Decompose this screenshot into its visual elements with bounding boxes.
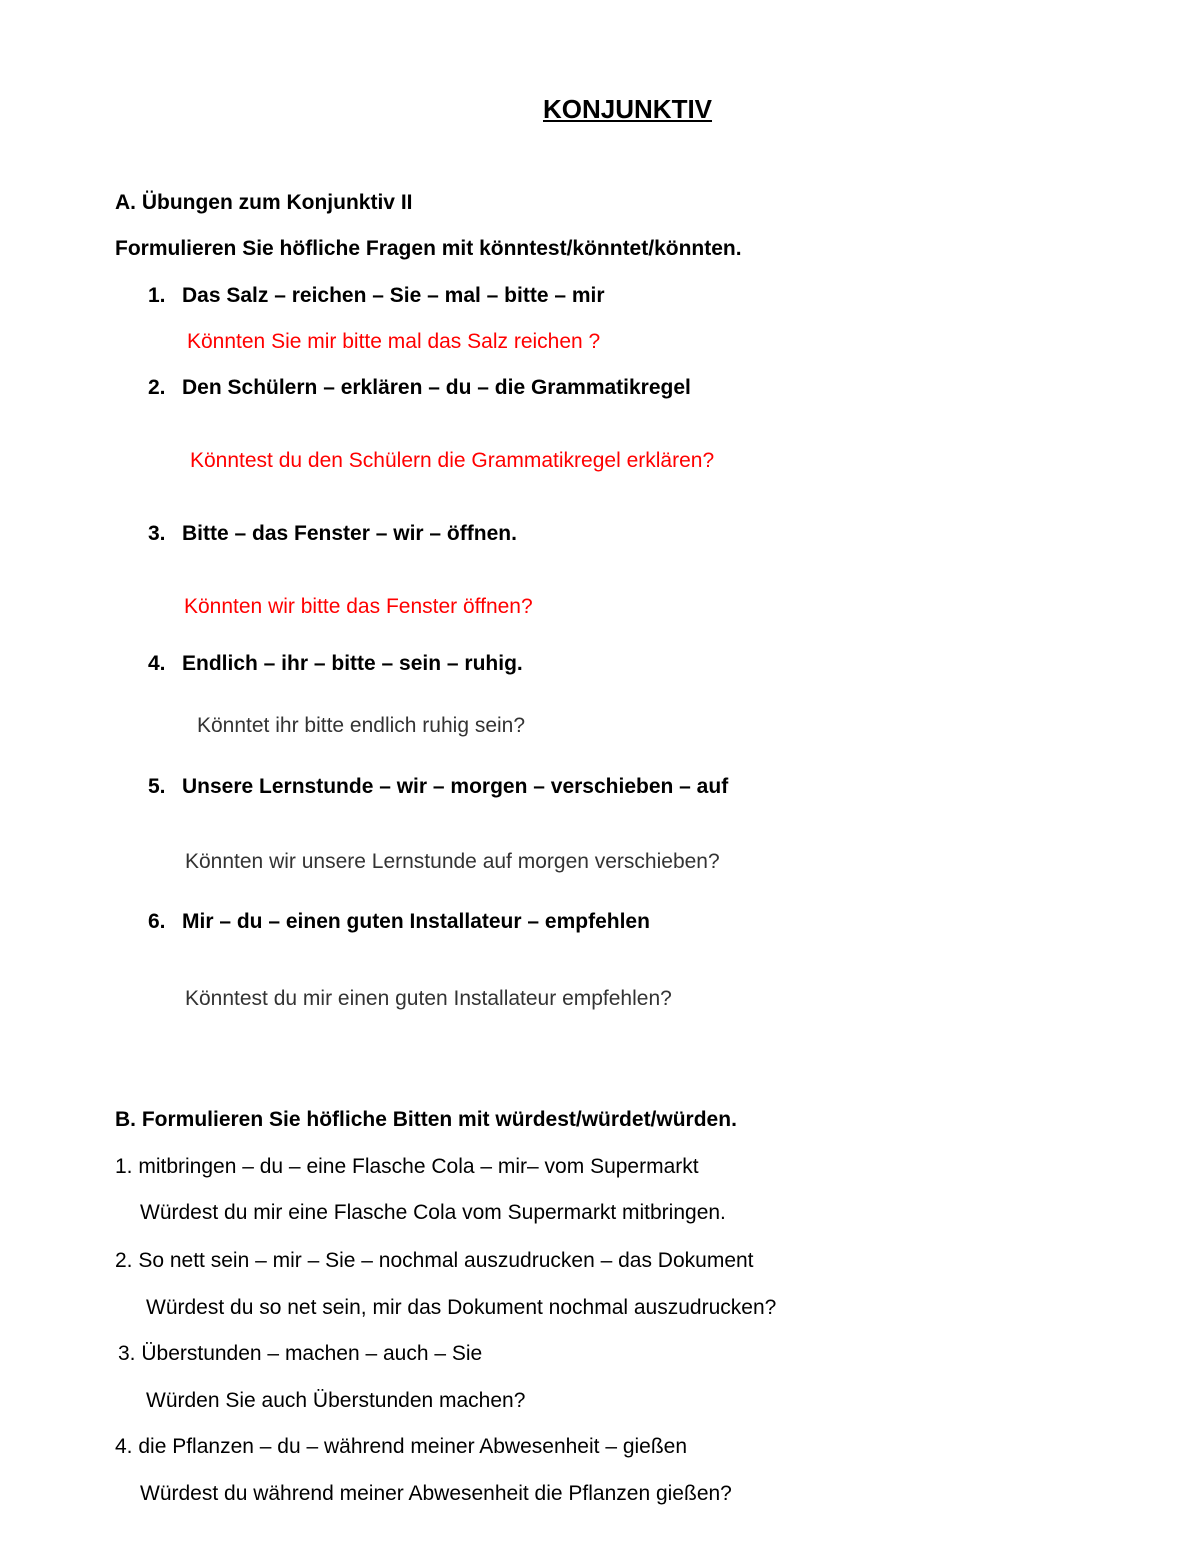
- item-answer: Könnten Sie mir bitte mal das Salz reichen ?: [187, 330, 601, 353]
- section-b-heading: B. Formulieren Sie höfliche Bitten mit würdest/würdet/würden.: [115, 1108, 737, 1131]
- item-prompt: Unsere Lernstunde – wir – morgen – verschieben – auf: [182, 775, 729, 798]
- section-a-heading: A. Übungen zum Konjunktiv II: [115, 191, 413, 214]
- exercise-item: [148, 652, 523, 676]
- exercise-item: 4. die Pflanzen – du – während meiner Abwesenheit – gießen: [115, 1435, 688, 1458]
- page-title: KONJUNKTIV: [543, 94, 713, 124]
- item-number: 4.: [148, 652, 166, 675]
- section-a-instruction: Formulieren Sie höfliche Fragen mit könntest/könntet/könnten.: [115, 237, 742, 260]
- exercise-item: [148, 284, 605, 308]
- exercise-item: 1. mitbringen – du – eine Flasche Cola – mir– vom Supermarkt: [115, 1155, 699, 1178]
- item-number: 6.: [148, 910, 166, 933]
- item-answer: Könnten wir bitte das Fenster öffnen?: [184, 595, 533, 618]
- exercise-item: 3. Überstunden – machen – auch – Sie: [118, 1342, 483, 1365]
- item-prompt: Mir – du – einen guten Installateur – empfehlen: [182, 910, 650, 933]
- item-prompt: Endlich – ihr – bitte – sein – ruhig.: [182, 652, 523, 675]
- item-number: 2.: [148, 376, 166, 399]
- item-answer: Könntest du den Schülern die Grammatikregel erklären?: [190, 449, 715, 472]
- exercise-item: [148, 910, 650, 934]
- item-prompt: Den Schülern – erklären – du – die Grammatikregel: [182, 376, 691, 399]
- exercise-item: [148, 775, 728, 799]
- item-number: 1.: [148, 284, 166, 307]
- item-answer: Würden Sie auch Überstunden machen?: [146, 1389, 526, 1412]
- item-prompt: Bitte – das Fenster – wir – öffnen.: [182, 522, 517, 545]
- item-answer: Würdest du während meiner Abwesenheit die Pflanzen gießen?: [140, 1482, 732, 1505]
- item-number: 5.: [148, 775, 166, 798]
- item-prompt: Das Salz – reichen – Sie – mal – bitte – mir: [182, 284, 605, 307]
- item-answer: Würdest du mir eine Flasche Cola vom Supermarkt mitbringen.: [140, 1201, 726, 1224]
- item-answer: Könntet ihr bitte endlich ruhig sein?: [197, 714, 526, 737]
- item-number: 3.: [148, 522, 166, 545]
- exercise-item: [148, 376, 691, 400]
- item-answer: Würdest du so net sein, mir das Dokument nochmal auszudrucken?: [146, 1296, 777, 1319]
- item-answer: Könntest du mir einen guten Installateur empfehlen?: [185, 987, 672, 1010]
- item-answer: Könnten wir unsere Lernstunde auf morgen verschieben?: [185, 850, 720, 873]
- exercise-item: [148, 522, 517, 546]
- exercise-item: 2. So nett sein – mir – Sie – nochmal auszudrucken – das Dokument: [115, 1249, 754, 1272]
